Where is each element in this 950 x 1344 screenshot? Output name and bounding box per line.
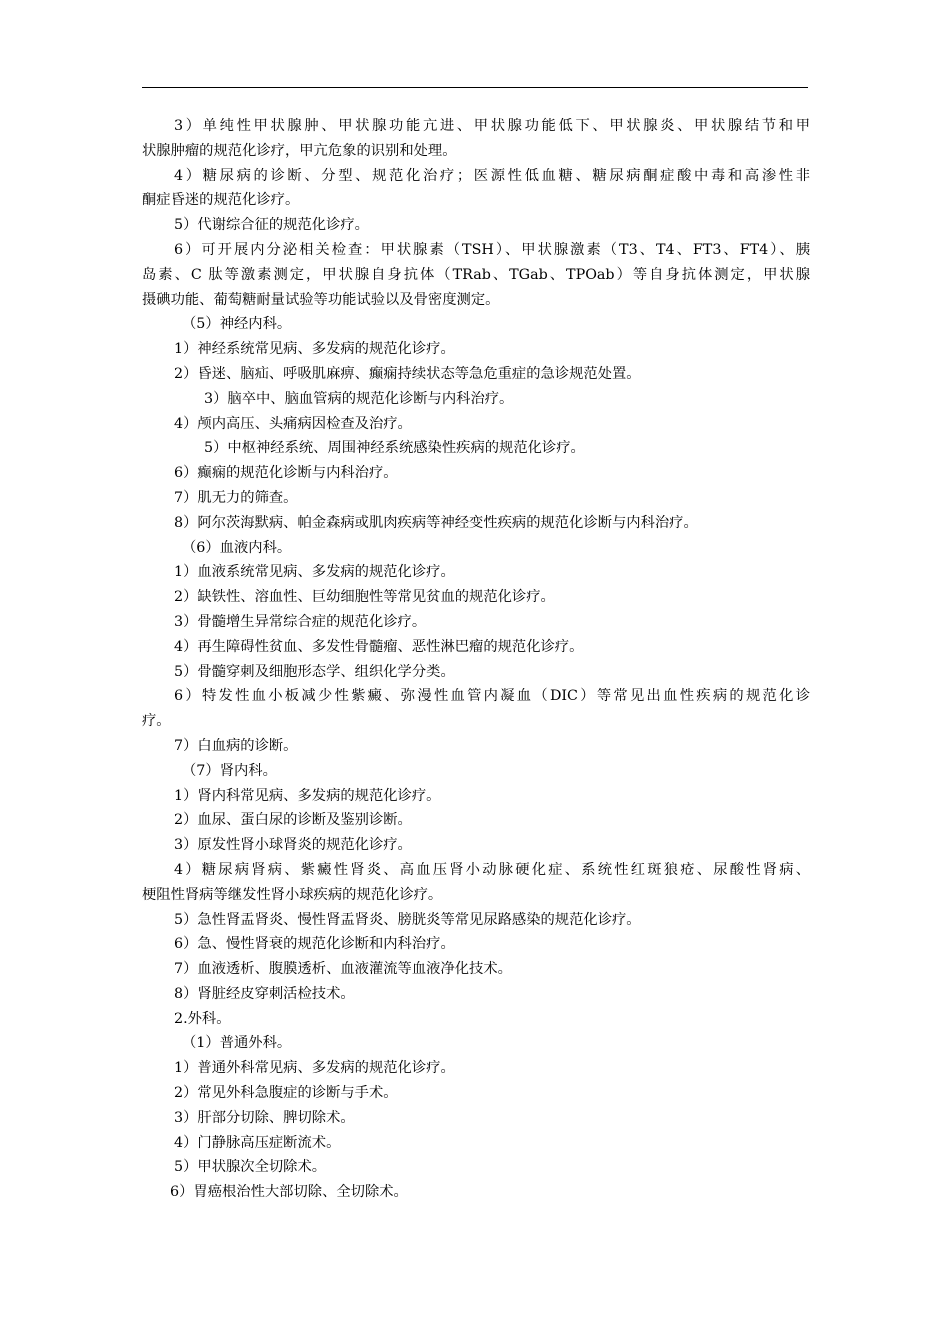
text-line: 4）颅内高压、头痛病因检查及治疗。 <box>174 415 412 432</box>
text-line: （7）肾内科。 <box>182 762 277 779</box>
text-line: 4）门静脉高压症断流术。 <box>174 1134 341 1151</box>
text-line: 3）脑卒中、脑血管病的规范化诊断与内科治疗。 <box>204 390 514 407</box>
text-line: 摄碘功能、葡萄糖耐量试验等功能试验以及骨密度测定。 <box>142 291 500 308</box>
header-rule <box>142 87 808 88</box>
text-line: 6）癫痫的规范化诊断与内科治疗。 <box>174 465 398 482</box>
text-line: 5）骨髓穿刺及细胞形态学、组织化学分类。 <box>174 663 455 680</box>
text-line: 2.外科。 <box>174 1010 231 1027</box>
text-line: 5）急性肾盂肾炎、慢性肾盂肾炎、膀胱炎等常见尿路感染的规范化诊疗。 <box>174 911 641 928</box>
text-line: 7）血液透析、腹膜透析、血液灌流等血液净化技术。 <box>174 961 512 978</box>
text-line: 6）胃癌根治性大部切除、全切除术。 <box>170 1184 408 1201</box>
text-line: 4）糖尿病肾病、紫癜性肾炎、高血压肾小动脉硬化症、系统性红斑狼疮、尿酸性肾病、 <box>174 861 810 878</box>
text-line: 酮症昏迷的规范化诊疗。 <box>142 192 300 209</box>
text-line: 6）特发性血小板减少性紫癜、弥漫性血管内凝血（DIC）等常见出血性疾病的规范化诊 <box>174 688 810 705</box>
text-line: 2）缺铁性、溶血性、巨幼细胞性等常见贫血的规范化诊疗。 <box>174 589 555 606</box>
document-body <box>142 114 810 1205</box>
text-line: 3）肝部分切除、脾切除术。 <box>174 1109 355 1126</box>
text-line: 8）肾脏经皮穿刺活检技术。 <box>174 985 355 1002</box>
text-line: 6）可开展内分泌相关检查：甲状腺素（TSH）、甲状腺激素（T3、T4、FT3、FT4）、胰 <box>174 241 810 258</box>
text-line: 8）阿尔茨海默病、帕金森病或肌肉疾病等神经变性疾病的规范化诊断与内科治疗。 <box>174 514 698 531</box>
text-line: 1）普通外科常见病、多发病的规范化诊疗。 <box>174 1060 455 1077</box>
text-line: 4）再生障碍性贫血、多发性骨髓瘤、恶性淋巴瘤的规范化诊疗。 <box>174 638 584 655</box>
text-line: 7）肌无力的筛查。 <box>174 489 298 506</box>
text-line: （5）神经内科。 <box>182 316 292 333</box>
text-line: 1）血液系统常见病、多发病的规范化诊疗。 <box>174 564 455 581</box>
text-line: 梗阻性肾病等继发性肾小球疾病的规范化诊疗。 <box>142 886 443 903</box>
text-line: 3）原发性肾小球肾炎的规范化诊疗。 <box>174 837 412 854</box>
text-line: 3）单纯性甲状腺肿、甲状腺功能亢进、甲状腺功能低下、甲状腺炎、甲状腺结节和甲 <box>174 118 810 134</box>
text-line: 6）急、慢性肾衰的规范化诊断和内科治疗。 <box>174 936 455 953</box>
text-line: （1）普通外科。 <box>182 1035 292 1052</box>
text-line: 2）常见外科急腹症的诊断与手术。 <box>174 1085 398 1102</box>
text-line: 5）代谢综合征的规范化诊疗。 <box>174 217 369 234</box>
text-line: 疗。 <box>142 713 171 730</box>
text-line: 2）血尿、蛋白尿的诊断及鉴别诊断。 <box>174 812 412 829</box>
text-line: 2）昏迷、脑疝、呼吸肌麻痹、癫痫持续状态等急危重症的急诊规范处置。 <box>174 365 641 382</box>
text-line: 7）白血病的诊断。 <box>174 737 298 754</box>
text-line: 5）中枢神经系统、周围神经系统感染性疾病的规范化诊疗。 <box>204 440 585 457</box>
text-line: （6）血液内科。 <box>182 539 292 556</box>
text-line: 3）骨髓增生异常综合症的规范化诊疗。 <box>174 613 427 630</box>
text-line: 1）肾内科常见病、多发病的规范化诊疗。 <box>174 787 441 804</box>
text-line: 5）甲状腺次全切除术。 <box>174 1159 327 1176</box>
text-line: 4）糖尿病的诊断、分型、规范化治疗；医源性低血糖、糖尿病酮症酸中毒和高渗性非 <box>174 167 810 184</box>
text-line: 1）神经系统常见病、多发病的规范化诊疗。 <box>174 341 455 358</box>
text-line: 状腺肿瘤的规范化诊疗，甲亢危象的识别和处理。 <box>142 142 457 159</box>
text-line: 岛素、C 肽等激素测定，甲状腺自身抗体（TRab、TGab、TPOab）等自身抗体测定，甲状腺 <box>142 266 810 283</box>
